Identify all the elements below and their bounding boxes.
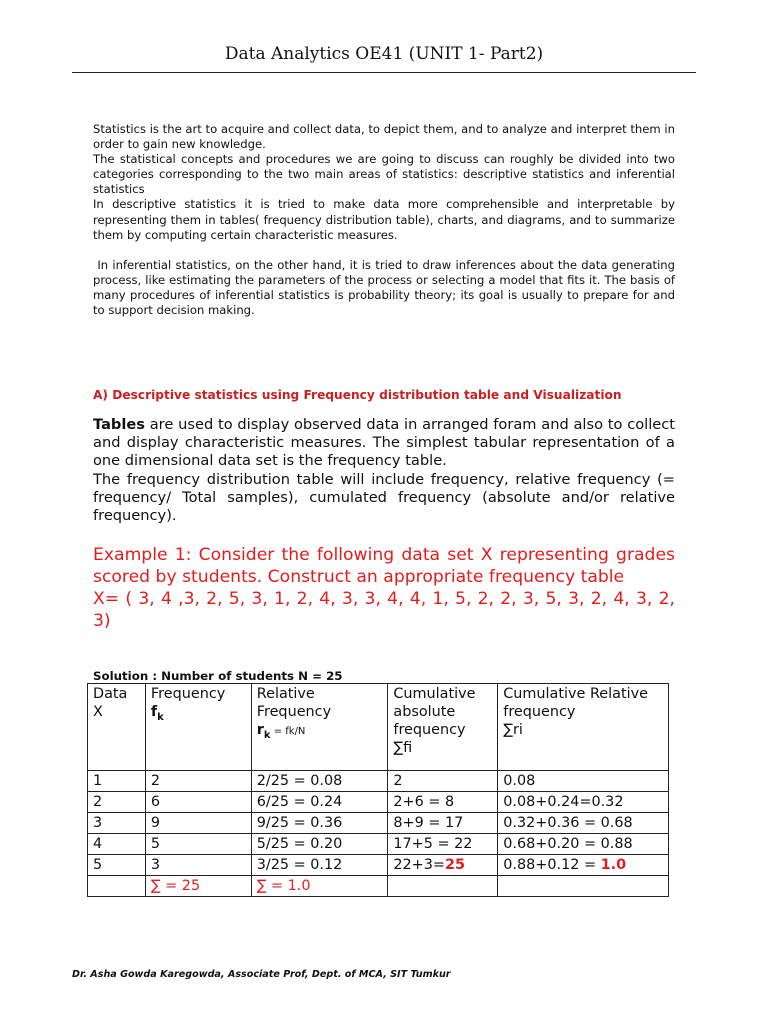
cell-relative: 3/25 = 0.12 — [251, 855, 388, 876]
intro-paragraph: In descriptive statistics it is tried to make data more comprehensible and interpretable by representing them in tables( frequency distribution table), charts, and diagrams, and to summarize them by computing certain characteristic measures. — [93, 197, 675, 242]
cell-frequency: 3 — [145, 855, 251, 876]
cumulative-expression: 22+3= — [393, 857, 445, 873]
cell-x: 3 — [88, 813, 146, 834]
intro-paragraph — [93, 258, 675, 318]
header-cumulative-absolute — [388, 684, 498, 771]
header-data-x — [88, 684, 146, 771]
cell-x: 5 — [88, 855, 146, 876]
cell-x: 2 — [88, 792, 146, 813]
example-block — [93, 544, 675, 632]
table-total-row — [88, 876, 669, 897]
solution-label: Solution : Number of students N = 25 — [93, 669, 343, 683]
tables-description — [93, 416, 675, 525]
formula-text: = fk/N — [270, 726, 306, 737]
header-frequency — [145, 684, 251, 771]
table-row — [88, 771, 669, 792]
cell-frequency: 5 — [145, 834, 251, 855]
symbol-letter: f — [150, 704, 158, 720]
cell-frequency: 6 — [145, 792, 251, 813]
cell-empty — [498, 876, 669, 897]
cell-cumulative: 17+5 = 22 — [388, 834, 498, 855]
cell-relative: 5/25 = 0.20 — [251, 834, 388, 855]
tables-paragraph: The frequency distribution table will include frequency, relative frequency (= frequency/ Total samples), cumulated frequency (absolute and/or relative frequency). — [93, 470, 675, 525]
intro-paragraph: The statistical concepts and procedures we are going to discuss can roughly be divided into two categories corresponding to the two main areas of statistics: descriptive statistics and inferential statistics — [93, 152, 675, 197]
cell-x: 1 — [88, 771, 146, 792]
cell-empty — [388, 876, 498, 897]
header-text: frequency — [503, 704, 576, 720]
symbol-subscript: k — [263, 729, 271, 741]
header-text: Cumulative — [393, 686, 476, 702]
header-text: absolute — [393, 704, 456, 720]
header-text: Cumulative Relative — [503, 686, 648, 702]
cell-relative: 2/25 = 0.08 — [251, 771, 388, 792]
page-header-title: Data Analytics OE41 (UNIT 1- Part2) — [224, 44, 544, 64]
cell-cumulative: 2+6 = 8 — [388, 792, 498, 813]
intro-paragraph-text: In inferential statistics, on the other hand, it is tried to draw inferences about the data generating process, like estimating the parameters of the process or selecting a model that fits it. The basis of many procedures of inferential statistics is probability theory; its goal is usually to prepare for and to support decision making. — [93, 257, 675, 318]
cell-cumulative: 8+9 = 17 — [388, 813, 498, 834]
cell-cumulative-relative: 0.68+0.20 = 0.88 — [498, 834, 669, 855]
cell-empty — [88, 876, 146, 897]
header-text: frequency — [393, 722, 466, 738]
header-text: Relative — [256, 686, 315, 702]
header-text: ∑ri — [503, 722, 523, 738]
cumulative-total: 25 — [444, 857, 465, 873]
tables-paragraph-text: are used to display observed data in arranged foram and also to collect and display characteristic measures. The simplest tabular representation of a one dimensional data set is the frequency table. — [93, 416, 675, 470]
total-relative: ∑ = 1.0 — [251, 876, 388, 897]
cell-relative: 6/25 = 0.24 — [251, 792, 388, 813]
cell-frequency: 2 — [145, 771, 251, 792]
cell-x: 4 — [88, 834, 146, 855]
cell-cumulative-relative: 0.32+0.36 = 0.68 — [498, 813, 669, 834]
cell-relative: 9/25 = 0.36 — [251, 813, 388, 834]
table-row — [88, 813, 669, 834]
example-dataset: X= ( 3, 4 ,3, 2, 5, 3, 1, 2, 4, 3, 3, 4, 4, 1, 5, 2, 2, 3, 5, 3, 2, 4, 3, 2, 3) — [93, 589, 675, 631]
cell-cumulative: 2 — [388, 771, 498, 792]
cumulative-relative-total: 1.0 — [600, 857, 627, 873]
symbol-letter: r — [256, 722, 264, 738]
section-heading: A) Descriptive statistics using Frequency distribution table and Visualization — [93, 388, 622, 402]
header-symbol — [257, 721, 383, 745]
example-statement: Example 1: Consider the following data set X representing grades scored by students. Construct an appropriate frequency table — [93, 545, 675, 587]
intro-paragraph: Statistics is the art to acquire and collect data, to depict them, and to analyze and interpret them in order to gain new knowledge. — [93, 122, 675, 152]
frequency-table — [87, 683, 669, 897]
table-row — [88, 834, 669, 855]
header-text: Frequency — [150, 686, 226, 702]
header-cumulative-relative — [498, 684, 669, 771]
symbol-subscript: k — [157, 711, 164, 723]
tables-lead-word: Tables — [93, 416, 145, 433]
table-header-row — [88, 684, 669, 771]
cell-cumulative — [388, 855, 498, 876]
total-frequency: ∑ = 25 — [145, 876, 251, 897]
tables-paragraph — [93, 416, 675, 471]
header-text: Frequency — [256, 704, 332, 720]
header-symbol — [151, 703, 246, 727]
cell-cumulative-relative: 0.08 — [498, 771, 669, 792]
header-relative-frequency — [251, 684, 388, 771]
header-text: ∑fi — [393, 740, 413, 756]
page-footer: Dr. Asha Gowda Karegowda, Associate Prof, Dept. of MCA, SIT Tumkur — [72, 969, 451, 980]
cumulative-relative-expression: 0.88+0.12 = — [503, 857, 601, 873]
cell-cumulative-relative — [498, 855, 669, 876]
header-divider — [72, 72, 696, 73]
cell-frequency: 9 — [145, 813, 251, 834]
header-text: X — [93, 704, 103, 720]
cell-cumulative-relative: 0.08+0.24=0.32 — [498, 792, 669, 813]
header-text: Data — [93, 686, 128, 702]
intro-section — [93, 122, 675, 318]
table-row — [88, 792, 669, 813]
table-row — [88, 855, 669, 876]
